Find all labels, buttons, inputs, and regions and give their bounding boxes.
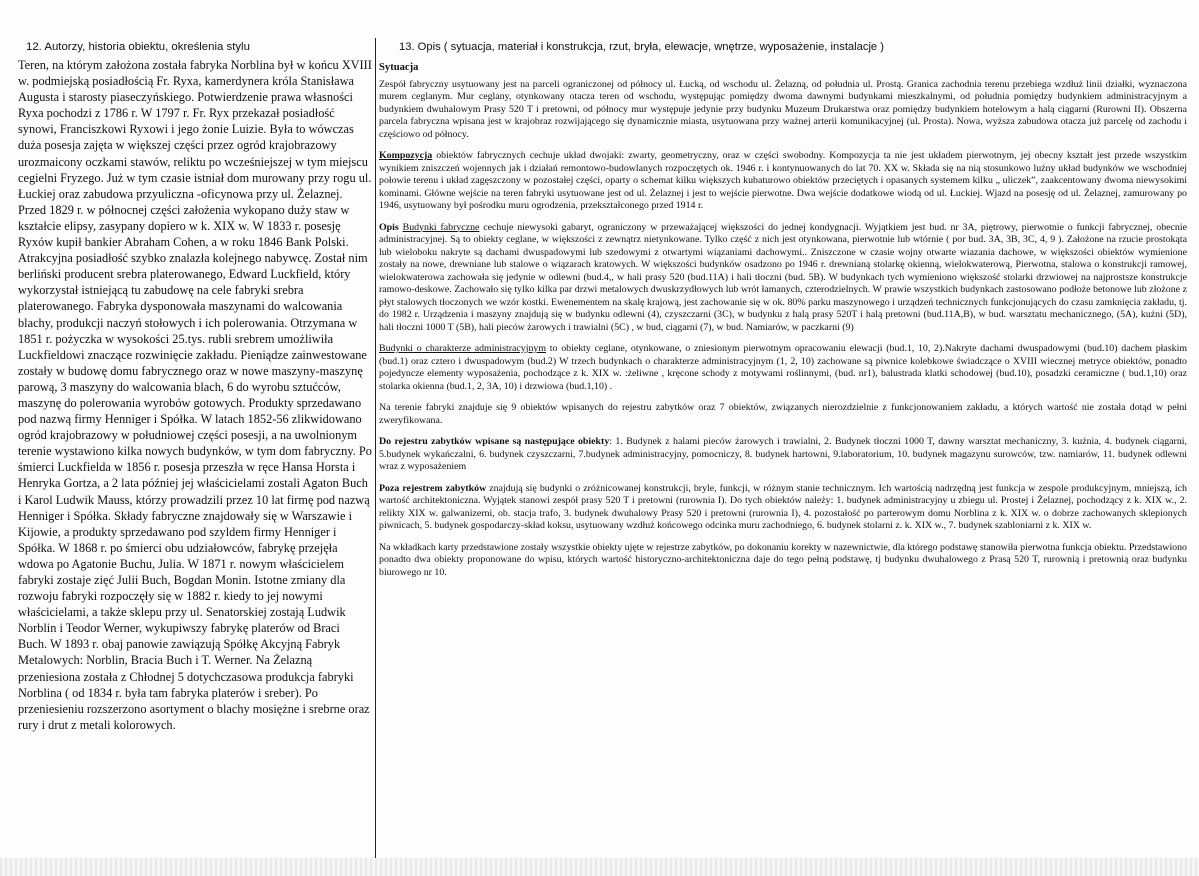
rejestr-text: : 1. Budynek z halami pieców żarowych i trawialni, 2. Budynek tłoczni 1000 T, dawny warsztat mechaniczny, 3. kuźnia, 4. budynek ciągarni, 5.budynek wykańczalni, 6. budynek czyszczarni, 7.budynek administracyjny, pomocniczy, 8. budynek hartowni, 9.laboratorium, 10. budynek magazynu surowców, tzw. namiarów, 11. budynek odlewni wraz z wyposażeniem <box>379 436 1187 472</box>
section-13-heading: 13. Opis ( sytuacja, materiał i konstrukcja, rzut, bryła, elewacje, wnętrze, wyposażenie, instalacje ) <box>399 41 884 53</box>
poza-rejestrem-text: znajdują się budynki o zróżnicowanej konstrukcji, bryle, funkcji, w różnym stanie technicznym. Ich wartością nadrzędną jest funkcja w zespole produkcyjnym, mniejszą, ich wartość architektoniczna. Wyjątek stanowi zespół prasy 520 T i pretowni (rurownia I). Do tych obiektów należy: 1. budynek administracyjny u zbiegu ul. Prostej i Żelaznej, pochodzący z k. XIX w., 2. relikty XIX w. galwanizerni, ob. stacja trafo, 3. budynek dwuhalowy Prasy 520 i pretowni (rurownia I), 4. pozostałość po parterowym domu Norblina z k. XIX w. o dobrze zachowanych sklepionych piwnicach, 5. budynek gospodarczy-skład koksu, usytuowany wzdłuż końcowego odcinka muru zachodniego, 6. budynek stolarni z. k. XIX w., 7. budynek szabloniarni z k. XIX w. <box>379 482 1187 531</box>
history-text: Teren, na którym założona została fabryka Norblina był w końcu XVIII w. podmiejską posiadłością Fr. Ryxa, kamerdynera króla Stanisława Augusta i starosty piaseczyńskiego. Potwierdzenie prawa własności Ryxa pochodzi z 1786 r. W 1797 r. Fr. Ryx przekazał posiadłość synowi, Franciszkowi Ryxowi i jego żonie Luizie. Była to wówczas duża posesja zajęta w większej części przez ogród krajobrazowy urozmaicony oczkami stawów, reliktu po wcześniejszej w tym miejscu cegielni Fryzego. Już w tym czasie istniał dom murowany przy rogu ul. Łuckiej oraz zabudowa przyuliczna -oficynowa przy ul. Żelaznej. Przed 1829 r. w północnej części założenia wykopano duży staw w kształcie elipsy, zasypany dopiero w k. XIX w. W 1833 r. posesję Ryxów kupił bankier Abraham Cohen, a w roku 1846 Bank Polski. Atrakcyjna posiadłość szybko znalazła kolejnego nabywcę. Został nim berliński producent srebra platerowanego, Edward Luckfield, który wykorzystał istniejącą tu zabudowę na cele fabryki srebra platerowanego. Fabryka dysponowała maszynami do walcowania blachy, produkcji naczyń stołowych i ich polerowania. Otrzymana w 1851 r. pożyczka w wysokości 25.tys. rubli srebrem umożliwiła Luckfieldowi znaczące rozwinięcie zakładu. Pieniądze zainwestowane zostały w budowę domu fabrycznego oraz w nowe maszyny-maszynę parową, 3 maszyny do walcowania blach, 6 do wyrobu sztućców, maszynę do polerowania wyrobów gotowych. Produkty sprzedawano pod nazwą firmy Henniger i Spółka. W latach 1852-56 zlikwidowano ogród krajobrazowy w południowej części posesji, a na uwolnionym terenie wystawiono kilka nowych budynków, w tym dom fabryczny. Po śmierci Luckfielda w 1856 r. posesja przeszła w ręce Hansa Horsta i Henryka Gortza, a 2 lata później jej właścicielami zostali Agaton Buch i Karol Ludwik Mauss, którzy prowadzili przez 10 lat firmę pod nazwą Henniger i Spółka. Składy fabryczne znajdowały się w Warszawie i Kijowie, a produkty sprzedawano pod szyldem firmy Henniger i Spółka. W 1868 r. po śmierci obu udziałowców, fabrykę przejęła wdowa po Agatonie Buchu, Julia. W 1871 r. nowym właścicielem fabryki zostaje zięć Julii Buch, Bogdan Monin. Istotne zmiany dla rozwoju fabryki rozpoczęły się w 1882 r. kiedy to jej nowymi właścicielami, a także sklepu przy ul. Senatorskiej zostają Ludwik Norblin i Teodor Werner, wykupiwszy fabrykę platerów od Braci Buch. W 1893 r. obaj panowie zawiązują Spółkę Akcyjną Fabryk Metalowych: Norblin, Bracia Buch i T. Werner. Na Żelazną przeniesiona została z Chłodnej 5 dotychczasowa produkcja fabryki Norblina ( od 1834 r. była tam fabryka platerów i sreber). Po przeniesieniu rozszerzono asortyment o blachy mosiężne i srebrne oraz rury i drut z metali kolorowych. <box>18 58 372 732</box>
kompozycja-text: obiektów fabrycznych cechuje układ dwojaki: zwarty, geometryczny, oraz w części swobodny. Kompozycja ta nie jest układem pierwotnym, jej obecny kształt jest przede wszystkim wynikiem zniszczeń wojennych jak i działań remontowo-budowlanych rozpoczętych ok. 1946 r. i kontynuowanych do lat 70. XX w. Składa się na nią stosunkowo luźny układ budynków we wschodniej połowie terenu i układ zagęszczony w pozostałej części, oparty o schemat kilku większych kubaturowo obiektów przeciętych i opasanych systemem kilku „ uliczek”, zaakcentowany dwoma niewysokimi kominami. Główne wejście na teren fabryki usytuowane jest od ul. Żelaznej i jest to wejście pierwotne. Dwa wejście dodatkowe wiodą od ul. Łuckiej. Wjazd na posesję od ul. Żelaznej, zamurowany po 1946, usytuowany był pośrodku muru ogrodzenia, przekształconego przed 1914 r. <box>379 150 1187 211</box>
paragraph-kompozycja <box>379 150 1187 213</box>
section-12-heading: 12. Autorzy, historia obiektu, określenia stylu <box>26 41 250 53</box>
sytuacja-title: Sytuacja <box>379 62 419 73</box>
rejestr-lead: Do rejestru zabytków wpisane są następujące obiekty <box>379 436 610 447</box>
opis-text: cechuje niewysoki gabaryt, ograniczony w przeważającej większości do jednej kondygnacji. Wyjątkiem jest bud. nr 3A, piętrowy, pierwotnie o funkcji fabrycznej, obecnie administracyjnej. Są to obiekty ceglane, w większości z zewnątrz nietynkowane. Tylko część z nich jest otynkowana, pierwotnie lub wtórnie ( por bud. 3A, 3B, 3C, 4, 9 ). Założone na rzucie prostokąta lub wieloboku nakryte są dachami dwuspadowymi lub szedowymi z otwartymi wiązaniami dachowymi.. Zniszczone w czasie wojny otwarte wiazania dachowe, w większości obiektów wymienione zostały na nowe, drewniane lub stalowe o wiązarach kratowych. W większości budynków osadzono po 1946 r. drewnianą stolarkę okienną, wielokwaterową, Pierwotna, stalowa o konstrukcji ramowej, wielokwaterowa zachowała się jedynie w odlewni (bud.4,, w hali prasy 520 (bud.11A) i hali tłoczni (bud. 5B). W budynkach tych wymieniono większość stolarki drzwiowej na najprostsze konstrukcje ramowo-deskowe. Zachowało się tylko kilka par drzwi metalowych dwuskrzydłowych lub wrót łamanych, czterodzielnych. W prawie wszystkich budynkach zastosowano podłoże betonowe lub złożone z płyt stalowych tłoczonych we wzór kostki. Ewenementem na skalę krajową, jest zachowanie się w ok. 80% parku maszynowego i urządzeń technicznych funkcjonujących do czasu zamknięcia zakładu, tj. do 1982 r. Urządzenia i maszyny znajdują się w budynku odlewni (4), czyszczarni (3C), w budynku z halą prasy 520T i halą pretowni (bud.11A,B), w bud. warsztatu mechanicznego, (5A), kuźni (5D), hali tłoczni 1000 T (5B), hali pieców żarowych i trawialni (5C) , w bud, ciągarni (7), w bud. Namiarów, w paczkarni (9) <box>379 221 1187 333</box>
budynki-fabryczne-lead: Budynki fabryczne <box>402 221 480 233</box>
paragraph-opis <box>379 222 1187 335</box>
paragraph-rejestr <box>379 436 1187 474</box>
paragraph-teren: Na terenie fabryki znajduje się 9 obiektów wpisanych do rejestru zabytków oraz 7 obiektów, związanych nierozdzielnie z funkcjonowaniem zakładu, a których wartość nie została dotąd w pełni zweryfikowana. <box>379 402 1187 426</box>
description-column <box>379 40 1187 588</box>
administracyjne-text: to obiekty ceglane, otynkowane, o zniesionym pierwotnym opracowaniu elewacji (bud.1, 10, 2).Nakryte dachami dwuspadowymi (bud.10) dachem płaskim (bud.1) oraz cztero i dwuspadowym (bud.2) W trzech budynkach o charakterze administracyjnym (1, 2, 10) zachowane są piwnice kolebkowe świadczące o XVIII wiecznej metryce obiektów, ponadto pojedyncze elementy wyposażenia, pochodzące z k. XIX w. :żeliwne , kręcone schody z motywami roślinnymi, (bud. nr1), balustrada klatki schodowej (bud.10), posadzki ceramiczne ( bud.1,10) oraz stolarka okienna (bud.1, 2, 3A, 10) i drzwiowa (bud.1,10) . <box>379 343 1188 392</box>
opis-lead: Opis <box>379 221 399 233</box>
poza-rejestrem-lead: Poza rejestrem zabytków <box>379 482 487 494</box>
paragraph-poza-rejestrem <box>379 483 1187 533</box>
paragraph-sytuacja: Zespół fabryczny usytuowany jest na parceli ograniczonej od północy ul. Łucką, od wschodu ul. Żelazną, od południa ul. Prostą. Granica zachodnia terenu przebiega wzdłuż linii działki, wyznaczona murem ceglanym. Mur ceglany, otynkowany otacza teren od wschodu, występując pomiędzy dwoma dawnymi budynkami mieszkalnymi, od południa pomiędzy budynkiem administracyjnym a budynkiem dwuhalowym Prasy 520 T i pretowni, od północy mur występuje jedynie przy budynku Muzeum Drukarstwa oraz pomiędzy budynkiem hotelowym a halą ciągarni (Rurowni II). Obszerna parcela fabryczna wpisana jest w krajobraz rozwijającego się dynamicznie miasta, usytuowana przy ważnej arterii komunikacyjnej (ul. Prosta). Nowa, wyższa zabudowa otacza już parcelę od zachodu i częściowo od północy. <box>379 78 1187 140</box>
paragraph-administracyjne <box>379 343 1187 393</box>
scan-edge-strip <box>0 858 1199 876</box>
history-column <box>18 40 372 733</box>
kompozycja-lead: Kompozycja <box>379 150 433 161</box>
administracyjne-lead: Budynki o charakterze administracyjnym <box>379 343 547 354</box>
column-divider <box>375 38 376 858</box>
paragraph-wkladki: Na wkładkach karty przedstawione zostały wszystkie obiekty ujęte w rejestrze zabytków, po dokonaniu korekty w nazewnictwie, dla którego podstawę stanowiła pierwotna funkcja obiektu. Przedstawiono ponadto dwa obiekty proponowane do wpisu, których wartość historyczno-architektoniczna daje do tego pełną podstawę, tj budynku dwuhalowego z Prasą 520 T, rurownią i pretownią oraz budynku biurowego nr 10. <box>379 541 1187 578</box>
